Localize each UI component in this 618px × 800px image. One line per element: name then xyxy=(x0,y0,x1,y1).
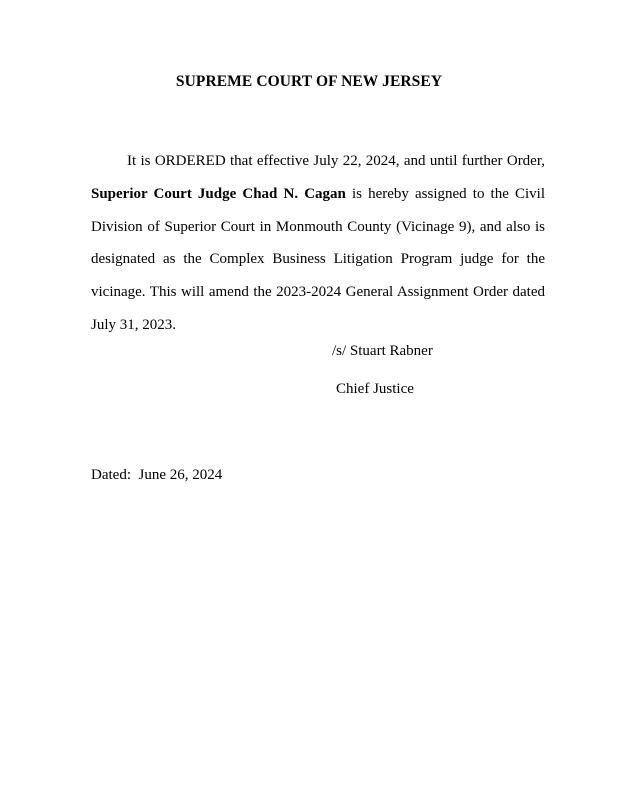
signature-title: Chief Justice xyxy=(336,381,414,397)
order-rest: is hereby assigned to the Civil Division of Superior Court in Monmouth County (Vicinage 9), and also is designated as the Complex Business Litigation Program judge for the vicinage. This will amend the 2023-2024 General Assignment Order dated July 31, 2023. xyxy=(91,185,545,333)
order-intro: It is ORDERED that effective July 22, 2024, and until further Order, xyxy=(127,153,545,169)
order-paragraph xyxy=(91,145,545,342)
dated-line: Dated: June 26, 2024 xyxy=(91,467,223,483)
order-judge-name: Superior Court Judge Chad N. Cagan xyxy=(91,185,346,202)
court-title: SUPREME COURT OF NEW JERSEY xyxy=(175,73,443,90)
signature-name: /s/ Stuart Rabner xyxy=(332,343,433,359)
